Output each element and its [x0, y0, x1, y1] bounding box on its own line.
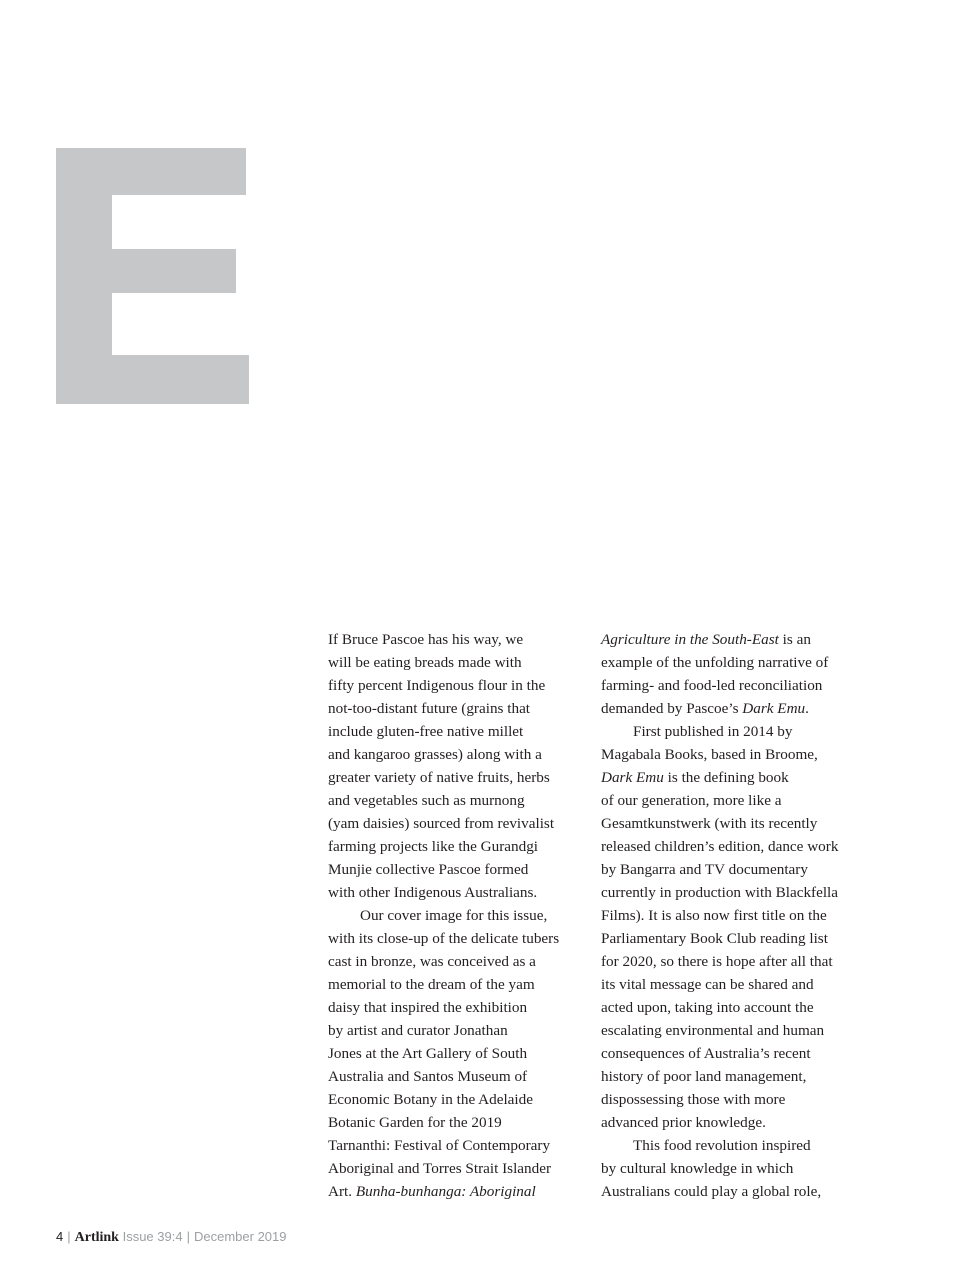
text-line: with other Indigenous Australians. — [328, 884, 538, 901]
footer-separator: | — [186, 1229, 190, 1244]
text-line: example of the unfolding narrative of — [601, 654, 829, 671]
text-line: by Bangarra and TV documentary — [601, 861, 808, 878]
footer-separator: | — [67, 1229, 71, 1244]
text-line: and kangaroo grasses) along with a — [328, 746, 542, 763]
article-column-left — [328, 628, 578, 1203]
text-line: Gesamtkunstwerk (with its recently — [601, 815, 818, 832]
book-title: Bunha-bunhanga: Aboriginal — [355, 1183, 536, 1200]
text-line: Jones at the Art Gallery of South — [328, 1045, 528, 1062]
text-line: cast in bronze, was conceived as a — [328, 953, 536, 970]
text-line: will be eating breads made with — [328, 654, 522, 671]
text-line: farming- and food-led reconciliation — [601, 677, 823, 694]
text-line: Australians could play a global role, — [601, 1183, 822, 1200]
text-line: Magabala Books, based in Broome, — [601, 746, 818, 763]
text-run: is the defining book — [663, 769, 789, 786]
magazine-name: Artlink — [74, 1230, 119, 1245]
text-line: memorial to the dream of the yam — [328, 976, 535, 993]
text-run: demanded by Pascoe’s — [601, 700, 743, 717]
text-line: greater variety of native fruits, herbs — [328, 769, 550, 786]
text-line: farming projects like the Gurandgi — [328, 838, 539, 855]
page-footer — [56, 1228, 286, 1247]
text-line: Parliamentary Book Club reading list — [601, 930, 828, 947]
text-line: Aboriginal and Torres Strait Islander — [328, 1160, 552, 1177]
text-line: history of poor land management, — [601, 1068, 807, 1085]
initial-e-middle-bar — [56, 249, 236, 293]
article-column-right — [601, 628, 861, 1203]
issue-date: December 2019 — [193, 1229, 287, 1244]
text-line: by artist and curator Jonathan — [328, 1022, 508, 1039]
text-line: fifty percent Indigenous flour in the — [328, 677, 546, 694]
text-line: for 2020, so there is hope after all that — [601, 953, 833, 970]
text-line: advanced prior knowledge. — [601, 1114, 766, 1131]
page-number: 4 — [56, 1229, 64, 1244]
decorative-initial-e — [56, 148, 249, 404]
text-line: and vegetables such as murnong — [328, 792, 525, 809]
text-line: Australia and Santos Museum of — [328, 1068, 528, 1085]
text-line: released children’s edition, dance work — [601, 838, 839, 855]
book-title: Dark Emu — [742, 700, 806, 717]
text-line: dispossessing those with more — [601, 1091, 786, 1108]
book-title: Agriculture in the South-East — [601, 631, 779, 648]
text-line: Our cover image for this issue, — [360, 907, 548, 924]
text-line: include gluten-free native millet — [328, 723, 524, 740]
text-run: is an — [778, 631, 811, 648]
text-line: Tarnanthi: Festival of Contemporary — [328, 1137, 551, 1154]
text-line: First published in 2014 by — [633, 723, 793, 740]
text-line: Economic Botany in the Adelaide — [328, 1091, 533, 1108]
book-title: Dark Emu — [601, 769, 664, 786]
text-line: If Bruce Pascoe has his way, we — [328, 631, 524, 648]
issue-number: Issue 39:4 — [122, 1229, 183, 1244]
text-line — [601, 766, 861, 789]
text-line: Films). It is also now first title on the — [601, 907, 827, 924]
text-line: its vital message can be shared and — [601, 976, 814, 993]
text-line: daisy that inspired the exhibition — [328, 999, 528, 1016]
text-line: not-too-distant future (grains that — [328, 700, 531, 717]
text-line: acted upon, taking into account the — [601, 999, 814, 1016]
text-line: by cultural knowledge in which — [601, 1160, 794, 1177]
text-line: of our generation, more like a — [601, 792, 782, 809]
text-line: (yam daisies) sourced from revivalist — [328, 815, 555, 832]
text-line: currently in production with Blackfella — [601, 884, 839, 901]
initial-e-bottom-bar — [56, 355, 249, 404]
text-line: escalating environmental and human — [601, 1022, 825, 1039]
text-line — [601, 628, 861, 651]
text-line: Botanic Garden for the 2019 — [328, 1114, 502, 1131]
text-line: consequences of Australia’s recent — [601, 1045, 811, 1062]
text-run: Art. — [328, 1183, 356, 1200]
text-line: This food revolution inspired — [633, 1137, 811, 1154]
text-run: . — [805, 700, 809, 717]
initial-e-top-bar — [56, 148, 246, 195]
text-line — [601, 697, 861, 720]
text-line — [328, 1180, 578, 1203]
text-line: with its close-up of the delicate tubers — [328, 930, 560, 947]
text-line: Munjie collective Pascoe formed — [328, 861, 529, 878]
